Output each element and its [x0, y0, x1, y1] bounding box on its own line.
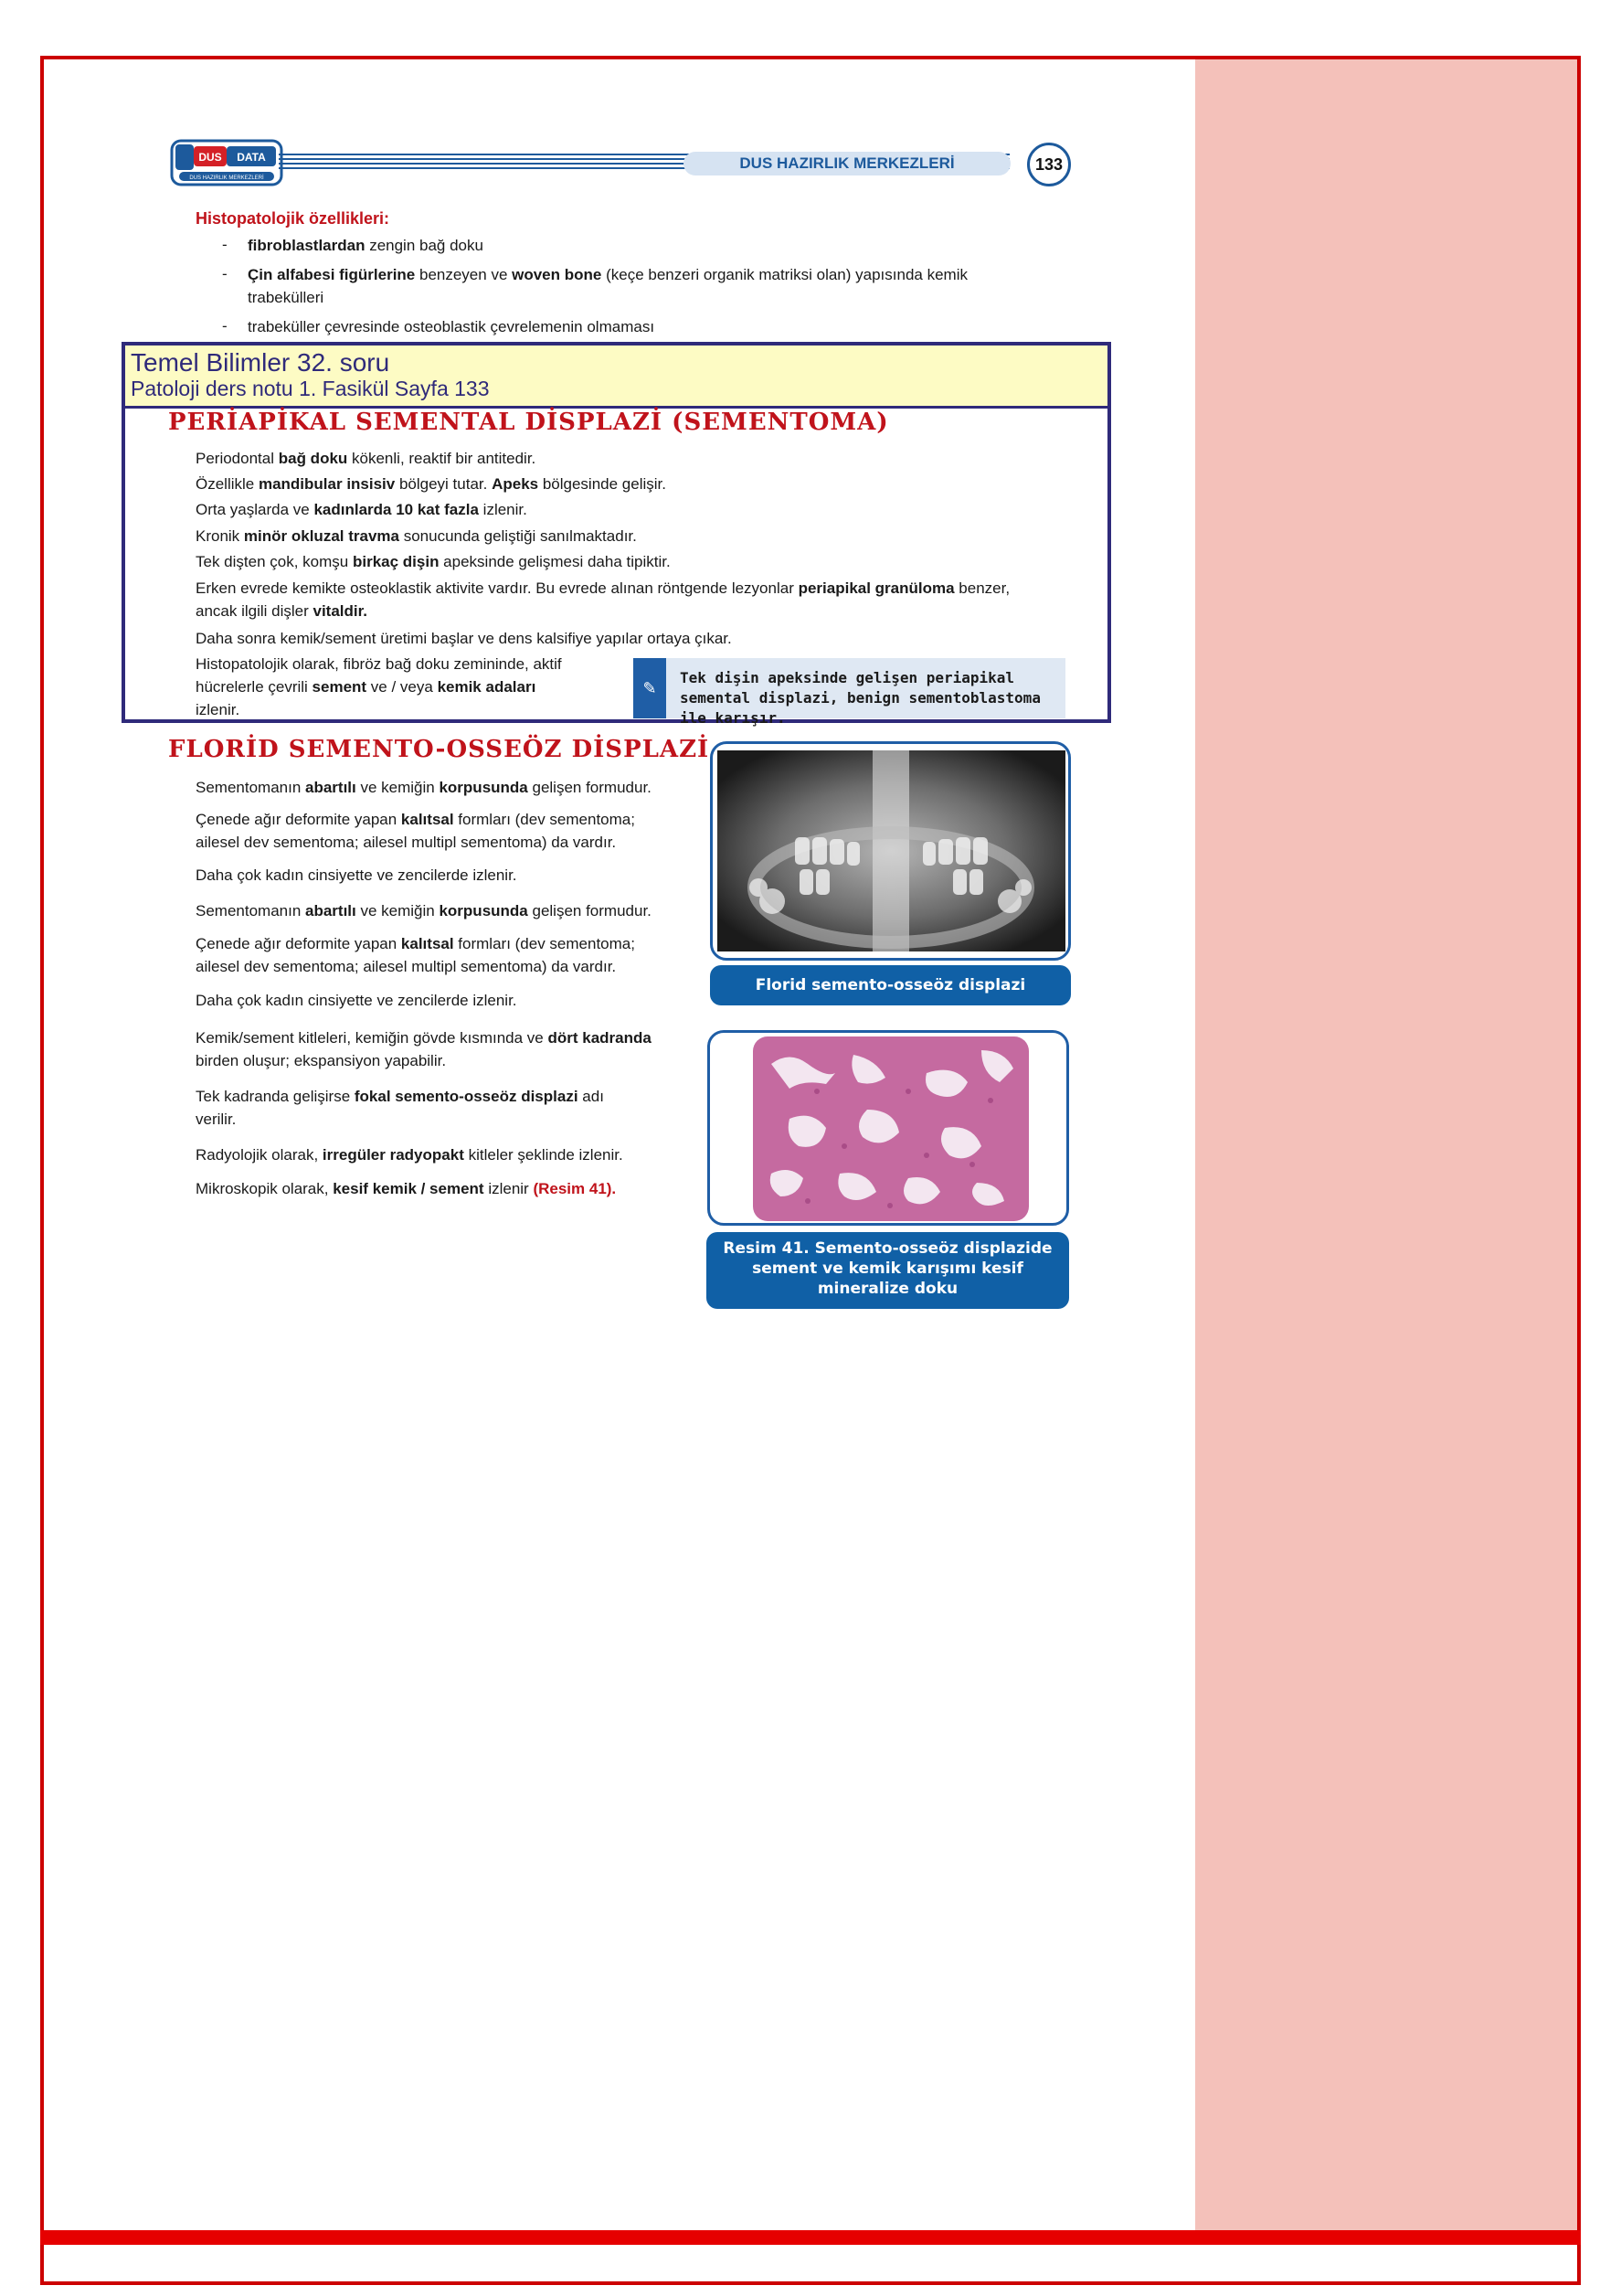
annotation-source: Patoloji ders notu 1. Fasikül Sayfa 133: [131, 377, 490, 400]
xray-image: [717, 750, 1065, 951]
svg-text:DATA: DATA: [237, 151, 266, 164]
periapical-title: PERİAPİKAL SEMENTAL DİSPLAZİ (SEMENTOMA): [168, 409, 889, 436]
periapical-line-6: Erken evrede kemikte osteoklastik aktivite vardır. Bu evrede alınan röntgende lezyonlar periapikal granüloma benzer,: [196, 579, 1011, 597]
florid-p3: Daha çok kadın cinsiyette ve zencilerde izlenir.: [196, 866, 517, 884]
periapical-line-6-cont: ancak ilgili dişler vitaldir.: [196, 602, 368, 620]
florid-p2: Çenede ağır deformite yapan kalıtsal formları (dev sementoma;: [196, 811, 635, 828]
annotation-question: Temel Bilimler 32. soru: [131, 348, 390, 377]
florid-p10: Mikroskopik olarak, kesif kemik / sement izlenir (Resim 41).: [196, 1180, 617, 1197]
xray-frame: [710, 741, 1071, 961]
histology-caption-line-3: mineralize doku: [817, 1280, 959, 1298]
periapical-line-4: Kronik minör okluzal travma sonucunda geliştiği sanılmaktadır.: [196, 527, 637, 545]
periapical-line-8-end: izlenir.: [196, 701, 240, 718]
svg-text:DUS: DUS: [198, 151, 222, 164]
histo-bullet-2-cont: trabekülleri: [248, 289, 324, 306]
periapical-line-5: Tek dişten çok, komşu birkaç dişin apeksinde gelişmesi daha tipiktir.: [196, 553, 671, 570]
pen-icon: ✎: [633, 658, 666, 718]
bullet-dash: -: [222, 236, 228, 253]
bottom-bar: [40, 2230, 1581, 2245]
xray-caption: Florid semento-osseöz displazi: [710, 965, 1071, 1005]
florid-title: FLORİD SEMENTO-OSSEÖZ DİSPLAZİ: [168, 736, 710, 763]
florid-p5-cont: ailesel dev sementoma; ailesel multipl sementoma) da vardır.: [196, 958, 617, 975]
bullet-dash: -: [222, 265, 228, 282]
florid-p8-cont: verilir.: [196, 1111, 237, 1128]
dusdata-logo: [170, 139, 283, 186]
periapical-line-8: Histopatolojik olarak, fibröz bağ doku zemininde, aktif: [196, 655, 562, 673]
histology-image: [753, 1036, 1029, 1221]
periapical-line-7: Daha sonra kemik/sement üretimi başlar ve dens kalsifiye yapılar ortaya çıkar.: [196, 630, 732, 647]
florid-p1: Sementomanın abartılı ve kemiğin korpusunda gelişen formudur.: [196, 779, 652, 796]
periapical-line-1: Periodontal bağ doku kökenli, reaktif bir antitedir.: [196, 450, 536, 467]
histology-caption-line-2: sement ve kemik karışımı kesif: [752, 1260, 1023, 1278]
florid-p7-cont: birden oluşur; ekspansiyon yapabilir.: [196, 1052, 447, 1069]
side-panel: [1195, 59, 1577, 2230]
histo-bullet-3: trabeküller çevresinde osteoblastik çevrelemenin olmaması: [248, 318, 655, 335]
histology-caption: [706, 1232, 1069, 1309]
histo-heading: Histopatolojik özellikleri:: [196, 209, 390, 228]
periapical-line-2: Özellikle mandibular insisiv bölgeyi tutar. Apeks bölgesinde gelişir.: [196, 475, 666, 493]
histology-frame: [707, 1030, 1069, 1226]
page-number: 133: [1027, 143, 1071, 186]
periapical-line-3: Orta yaşlarda ve kadınlarda 10 kat fazla izlenir.: [196, 501, 527, 518]
florid-p6: Daha çok kadın cinsiyette ve zencilerde izlenir.: [196, 992, 517, 1009]
periapical-line-8-cont: hücrelerle çevrili sement ve / veya kemik adaları: [196, 678, 536, 696]
svg-text:DUS HAZIRLIK MERKEZLERİ: DUS HAZIRLIK MERKEZLERİ: [189, 175, 264, 181]
header-title: DUS HAZIRLIK MERKEZLERİ: [683, 152, 1011, 175]
histo-bullet-2: Çin alfabesi figürlerine benzeyen ve woven bone (keçe benzeri organik matriksi olan) yapısında kemik: [248, 266, 968, 283]
florid-p8: Tek kadranda gelişirse fokal semento-osseöz displazi adı: [196, 1088, 604, 1105]
note-text: Tek dişin apeksinde gelişen periapikal semental displazi, benign sementoblastoma ile karışır.: [680, 669, 1041, 727]
histology-caption-line-1: Resim 41. Semento-osseöz displazide: [723, 1239, 1053, 1258]
florid-p9: Radyolojik olarak, irregüler radyopakt kitleler şeklinde izlenir.: [196, 1146, 623, 1164]
florid-p5: Çenede ağır deformite yapan kalıtsal formları (dev sementoma;: [196, 935, 635, 952]
histo-bullet-1: fibroblastlardan zengin bağ doku: [248, 237, 483, 254]
florid-p4: Sementomanın abartılı ve kemiğin korpusunda gelişen formudur.: [196, 902, 652, 919]
florid-p2-cont: ailesel dev sementoma; ailesel multipl sementoma) da vardır.: [196, 834, 617, 851]
florid-p7: Kemik/sement kitleleri, kemiğin gövde kısmında ve dört kadranda: [196, 1029, 652, 1047]
bullet-dash: -: [222, 317, 228, 335]
